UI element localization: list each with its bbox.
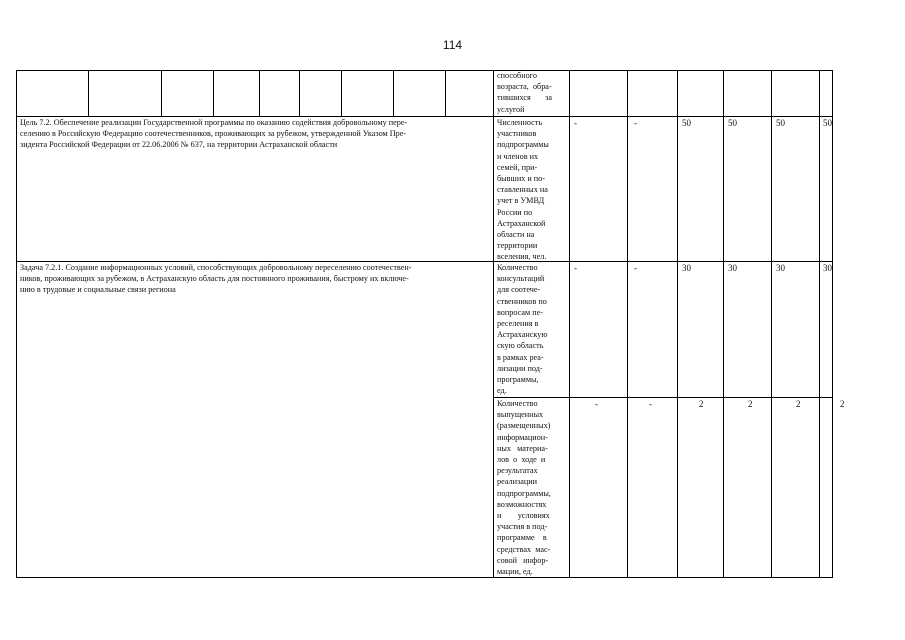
indicators-table (16, 70, 845, 578)
column-divider (341, 71, 342, 116)
value-cell: - (574, 263, 577, 273)
indicator-text: способного возраста, обра- тившихся за услугой (497, 71, 552, 114)
indicator-text: Численность участников подпрограммы и членов их семей, при- бывших и по- ставленных на учет в УМВД России по Астраханской области на территории вселения, чел. (497, 118, 549, 262)
value-cell: 50 (682, 118, 691, 128)
column-divider (445, 71, 446, 116)
column-divider (393, 71, 394, 116)
value-cell: 30 (823, 263, 832, 273)
column-divider (88, 71, 89, 116)
value-cell: 30 (776, 263, 785, 273)
indicator-text: Количество консультаций для соотече- ственников по вопросам пе- реселения в Астраханскую скую область в рамках реа- лизации под- программы, ед. (497, 263, 548, 396)
value-cell: - (634, 118, 637, 128)
value-cell: 2 (840, 399, 845, 409)
value-cell: - (595, 399, 598, 409)
column-divider (161, 71, 162, 116)
value-cell: 30 (728, 263, 737, 273)
value-cell: - (634, 263, 637, 273)
value-cell: 50 (823, 118, 832, 128)
value-cell: 30 (682, 263, 691, 273)
task-text: Задача 7.2.1. Создание информационных условий, способствующих добровольному переселению соотечествен- ников, проживающих за рубежом, в Астраханскую область для постоянного проживания, быстрому их включе- нию в трудовые и социальные связи региона (20, 263, 412, 295)
indicator-text: Количество выпущенных (размещенных) информацион- ных материа- лов о ходе и результатах реализации подпрограммы, возможностях и условиях участия в под- программе в средствах мас- совой инфор- мации, ед. (497, 399, 551, 577)
column-divider (213, 71, 214, 116)
column-divider (259, 71, 260, 116)
column-divider (771, 71, 772, 577)
value-cell: 2 (748, 399, 753, 409)
column-divider (493, 71, 494, 577)
column-divider (819, 71, 820, 577)
column-divider (299, 71, 300, 116)
column-divider (569, 71, 570, 577)
value-cell: - (649, 399, 652, 409)
value-cell: 2 (796, 399, 801, 409)
page-number: 114 (442, 38, 463, 52)
value-cell: - (574, 118, 577, 128)
column-divider (677, 71, 678, 577)
goal-text: Цель 7.2. Обеспечение реализации Государственной программы по оказанию содействия добровольному пере- селению в Российскую Федерацию соотечественников, проживающих за рубежом, утвержденной Указом Пре- зидента Российской Федерации от 22.06.2006 № 637, на территории Астраханской области (20, 118, 408, 150)
value-cell: 2 (699, 399, 704, 409)
value-cell: 50 (776, 118, 785, 128)
column-divider (723, 71, 724, 577)
column-divider (627, 71, 628, 577)
value-cell: 50 (728, 118, 737, 128)
